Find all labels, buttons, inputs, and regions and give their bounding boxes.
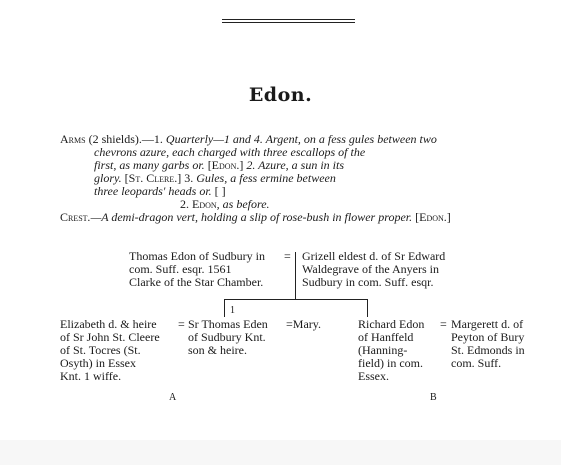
mary-name: =Mary. xyxy=(286,317,321,331)
richard-line-1: Richard Edon xyxy=(358,317,425,331)
thomas-sr-line-3: Clarke of the Star Chamber. xyxy=(129,275,264,289)
grizell-line-1: Grizell eldest d. of Sr Edward xyxy=(302,249,446,263)
child-number: 1 xyxy=(230,305,235,316)
arms-text-3b: 2. Azure, a sun in its xyxy=(243,158,345,172)
note-a: A xyxy=(169,392,177,403)
richard-line-5: Essex. xyxy=(358,369,389,383)
arms-num-3: 3. xyxy=(181,171,194,185)
top-rule-double xyxy=(222,22,355,23)
elizabeth-line-4: Osyth) in Essex xyxy=(60,356,136,370)
arms-text-3a: first, as many garbs or. xyxy=(94,158,205,172)
arms-label: Arms xyxy=(60,132,86,146)
arms-as-before: , as before. xyxy=(216,197,270,211)
arms-text-1: Quarterly—1 and 4. Argent, on a fess gules between two xyxy=(165,132,437,146)
drop-line-thomas xyxy=(224,299,225,317)
margerett-line-3: St. Edmonds in xyxy=(451,343,525,357)
elizabeth-line-1: Elizabeth d. & heire xyxy=(60,317,157,331)
descent-line xyxy=(295,252,296,299)
thomas-jr-line-3: son & heire. xyxy=(188,343,247,357)
sibling-bar xyxy=(224,299,368,300)
thomas-jr-line-1: Sr Thomas Eden xyxy=(188,317,268,331)
arms-text-4b: Gules, a fess ermine between xyxy=(193,171,336,185)
top-rule xyxy=(222,19,355,20)
arms-ref-st-clere: [St. Clere.] xyxy=(121,171,182,185)
thomas-jr-line-2: of Sudbury Knt. xyxy=(188,330,266,344)
elizabeth-line-3: of St. Tocres (St. xyxy=(60,343,141,357)
marriage-mark-3: = xyxy=(440,317,447,331)
grizell-line-3: Sudbury in com. Suff. esqr. xyxy=(302,275,434,289)
crest-line xyxy=(60,211,451,224)
note-b: B xyxy=(430,392,437,403)
arms-ref-edon: [Edon.] xyxy=(204,158,244,172)
richard-line-2: of Hanffeld xyxy=(358,330,414,344)
marriage-mark-1: = xyxy=(284,249,291,263)
arms-line-2: chevrons azure, each charged with three escallops of the xyxy=(94,145,366,159)
marriage-mark-2: = xyxy=(178,317,185,331)
margerett-line-1: Margerett d. of xyxy=(451,317,524,331)
thomas-sr-line-2: com. Suff. esqr. 1561 xyxy=(129,262,232,276)
arms-label-suffix: (2 shields).—1. xyxy=(85,132,166,146)
arms-num-2: 2. xyxy=(180,197,192,211)
crest-label: Crest xyxy=(60,210,88,224)
margerett-line-2: Peyton of Bury xyxy=(451,330,525,344)
elizabeth-line-5: Knt. 1 wiffe. xyxy=(60,369,122,383)
richard-line-4: field) in com. xyxy=(358,356,423,370)
richard-line-3: (Hanning- xyxy=(358,343,408,357)
drop-line-richard xyxy=(367,299,368,317)
arms-edon-name: Edon xyxy=(192,197,217,211)
crest-text: .—A demi-dragon vert, holding a slip of rose-bush in flower proper. xyxy=(87,210,413,224)
crest-ref: [Edon.] xyxy=(412,210,451,224)
arms-empty-bracket: [ ] xyxy=(211,184,226,198)
page-title: Edon. xyxy=(248,84,313,106)
elizabeth-line-2: of Sr John St. Cleere xyxy=(60,330,160,344)
margerett-line-4: com. Suff. xyxy=(451,356,502,370)
arms-text-5: three leopards' heads or. xyxy=(94,184,212,198)
thomas-sr-line-1: Thomas Edon of Sudbury in xyxy=(129,249,265,263)
grizell-line-2: Waldegrave of the Anyers in xyxy=(302,262,439,276)
arms-text-4a: glory. xyxy=(94,171,122,185)
